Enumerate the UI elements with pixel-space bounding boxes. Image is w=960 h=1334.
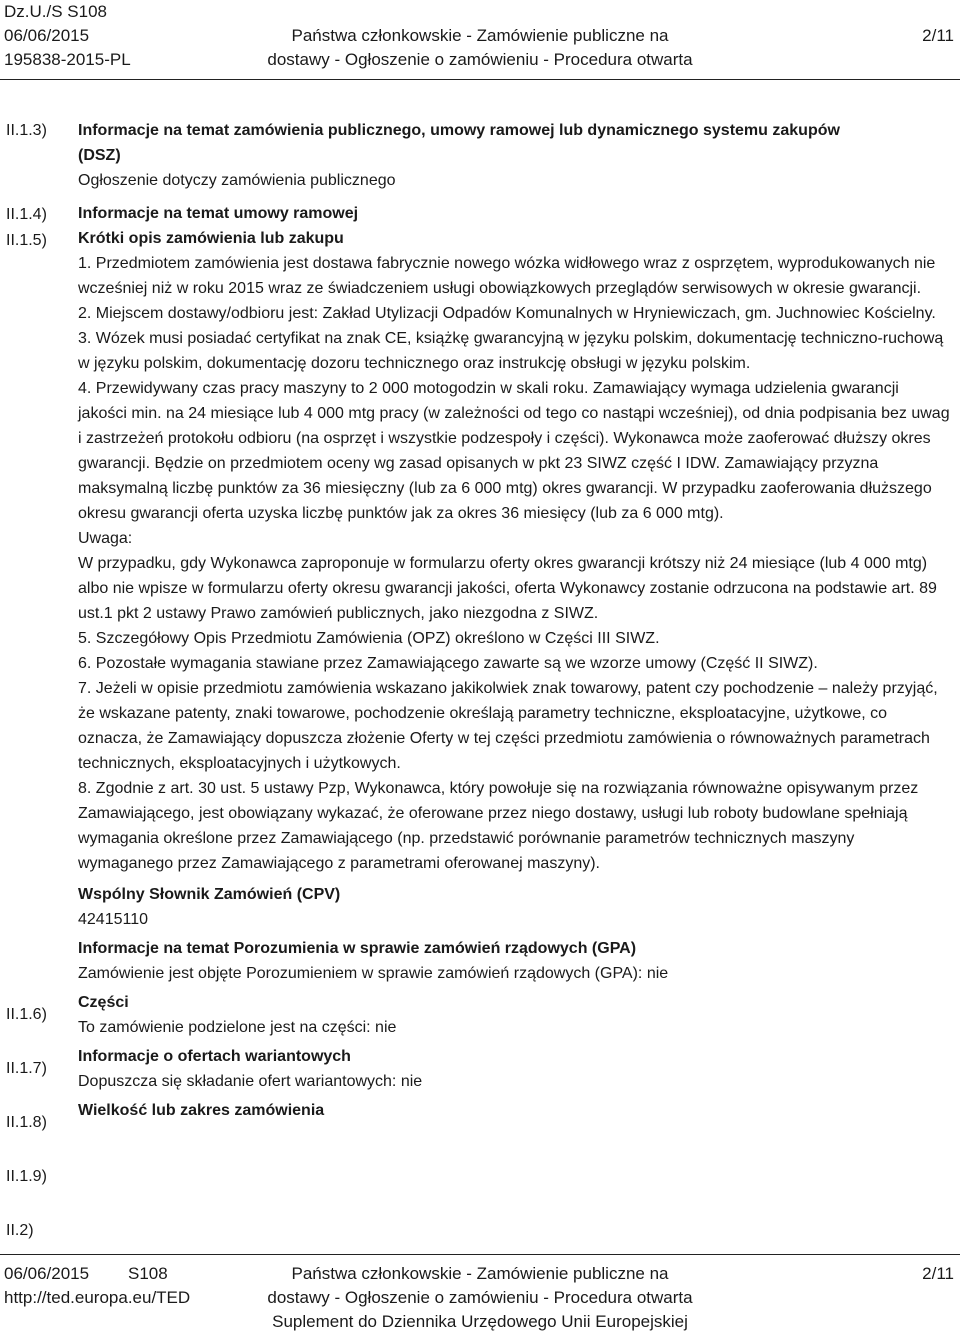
section-value: To zamówienie podzielone jest na części: nie bbox=[78, 1019, 397, 1036]
section-number: II.1.7) bbox=[6, 1060, 47, 1077]
header-divider bbox=[0, 79, 960, 80]
section-heading: Informacje na temat Porozumienia w sprawie zamówień rządowych (GPA) bbox=[78, 940, 637, 957]
section-number: II.1.4) bbox=[6, 206, 47, 223]
footer-divider bbox=[0, 1254, 960, 1255]
footer-page-number: 2/11 bbox=[922, 1264, 954, 1283]
footer-title-line3: Suplement do Dziennika Urzędowego Unii Europejskiej bbox=[272, 1312, 688, 1331]
cpv-code: 42415110 bbox=[78, 911, 148, 928]
paragraph: 3. Wózek musi posiadać certyfikat na znak CE, książkę gwarancyjną w języku polskim, dokumentację techniczno-ruchową w języku polskim, dokumentację dozoru technicznego oraz instrukcję obsługi w języku polskim. bbox=[78, 330, 944, 372]
section-heading: (DSZ) bbox=[78, 147, 121, 164]
section-number: II.1.9) bbox=[6, 1168, 47, 1185]
paragraph: 5. Szczegółowy Opis Przedmiotu Zamówienia (OPZ) określono w Części III SIWZ. bbox=[78, 630, 660, 647]
header-journal: Dz.U./S S108 bbox=[4, 2, 107, 21]
header-date: 06/06/2015 bbox=[4, 26, 90, 45]
paragraph: 4. Przewidywany czas pracy maszyny to 2 000 motogodzin w skali roku. Zamawiający wymaga udzielenia gwarancji jakości min. na 24 miesiące lub 4 000 mtg pracy (w zależności od tego co nastąpi wcześniej), od dnia podpisania bez uwag i zastrzeżeń protokołu odbioru (na osprzęt i wszystkie podzespoły i części). Wykonawca może zaoferować dłuższy okres gwarancji. Będzie on przedmiotem oceny wg zasad opisanych w pkt 23 SIWZ część I IDW. Zamawiający przyzna maksymalną liczbę punktów za 36 miesięczny (lub za 6 000 mtg) okres gwarancji. W przypadku zaoferowania dłuższego okresu gwarancji oferta uzyska liczbę punktów jak za okres 36 miesięcy (lub za 6 000 mtg). bbox=[78, 380, 950, 522]
paragraph: 7. Jeżeli w opisie przedmiotu zamówienia wskazano jakikolwiek znak towarowy, patent czy pochodzenie – należy przyjąć, że wskazane patenty, znaki towarowe, pochodzenie określają parametry techniczne, eksploatacyjne, użytkowe, co oznacza, że Zamawiający dopuszcza złożenie Oferty w tej części przedmiotu zamówienia o równoważnych parametrach technicznych, eksploatacyjnych i użytkowych. bbox=[78, 680, 938, 772]
footer-title-line2: dostawy - Ogłoszenie o zamówieniu - Procedura otwarta bbox=[267, 1288, 693, 1307]
section-number: II.2) bbox=[6, 1222, 34, 1239]
section-heading: Informacje na temat umowy ramowej bbox=[78, 205, 359, 222]
section-heading: Wspólny Słownik Zamówień (CPV) bbox=[78, 886, 341, 903]
header-title-line2: dostawy - Ogłoszenie o zamówieniu - Procedura otwarta bbox=[267, 50, 693, 69]
section-number: II.1.5) bbox=[6, 232, 47, 249]
paragraph: Uwaga: bbox=[78, 530, 133, 547]
paragraph: 2. Miejscem dostawy/odbioru jest: Zakład Utylizacji Odpadów Komunalnych w Hryniewiczach, gm. Juchnowiec Kościelny. bbox=[78, 305, 936, 322]
document-body bbox=[78, 118, 950, 1123]
paragraph: 1. Przedmiotem zamówienia jest dostawa fabrycznie nowego wózka widłowego wraz z osprzętem, wyprodukowanych nie wcześniej niż w roku 2015 wraz ze świadczeniem usługi obowiązkowych przeglądów serwisowych w okresie gwarancji. bbox=[78, 255, 936, 297]
header-page-number: 2/11 bbox=[922, 26, 954, 45]
section-heading: Krótki opis zamówienia lub zakupu bbox=[78, 230, 344, 247]
section-number: II.1.8) bbox=[6, 1114, 47, 1131]
section-value: Ogłoszenie dotyczy zamówienia publicznego bbox=[78, 172, 396, 189]
header-title-line1: Państwa członkowskie - Zamówienie publiczne na bbox=[291, 26, 669, 45]
section-number: II.1.3) bbox=[6, 122, 47, 139]
footer-title-line1: Państwa członkowskie - Zamówienie publiczne na bbox=[291, 1264, 669, 1283]
footer-date: 06/06/2015 bbox=[4, 1264, 90, 1283]
footer-url[interactable]: http://ted.europa.eu/TED bbox=[4, 1288, 191, 1307]
header-ref: 195838-2015-PL bbox=[4, 50, 131, 69]
page-footer bbox=[0, 1262, 960, 1334]
page-header bbox=[0, 0, 960, 72]
section-heading: Części bbox=[78, 994, 129, 1011]
paragraph: 8. Zgodnie z art. 30 ust. 5 ustawy Pzp, Wykonawca, który powołuje się na rozwiązania równoważne opisywanym przez Zamawiającego, jest obowiązany wykazać, że oferowane przez niego dostawy, usługi lub roboty budowlane spełniają wymagania określone przez Zamawiającego (np. przedstawić porównanie parametrów technicznych maszyny wymaganego przez Zamawiającego z parametrami oferowanej maszyny). bbox=[78, 780, 919, 872]
section-value: Dopuszcza się składanie ofert wariantowych: nie bbox=[78, 1073, 423, 1090]
section-value: Zamówienie jest objęte Porozumieniem w sprawie zamówień rządowych (GPA): nie bbox=[78, 965, 669, 982]
paragraph: W przypadku, gdy Wykonawca zaproponuje w formularzu oferty okres gwarancji krótszy niż 24 miesiące (lub 4 000 mtg) albo nie wpisze w formularzu oferty okresu gwarancji jakości, oferta Wykonawcy zostanie odrzucona na podstawie art. 89 ust.1 pkt 2 ustawy Prawo zamówień publicznych, jako niezgodna z SIWZ. bbox=[78, 555, 937, 622]
paragraph: 6. Pozostałe wymagania stawiane przez Zamawiającego zawarte są we wzorze umowy (Część II SIWZ). bbox=[78, 655, 818, 672]
section-heading: Informacje na temat zamówienia publicznego, umowy ramowej lub dynamicznego systemu zakupów bbox=[78, 122, 840, 139]
footer-journal: S108 bbox=[128, 1264, 168, 1283]
section-number: II.1.6) bbox=[6, 1006, 47, 1023]
section-heading: Wielkość lub zakres zamówienia bbox=[78, 1102, 325, 1119]
section-heading: Informacje o ofertach wariantowych bbox=[78, 1048, 351, 1065]
